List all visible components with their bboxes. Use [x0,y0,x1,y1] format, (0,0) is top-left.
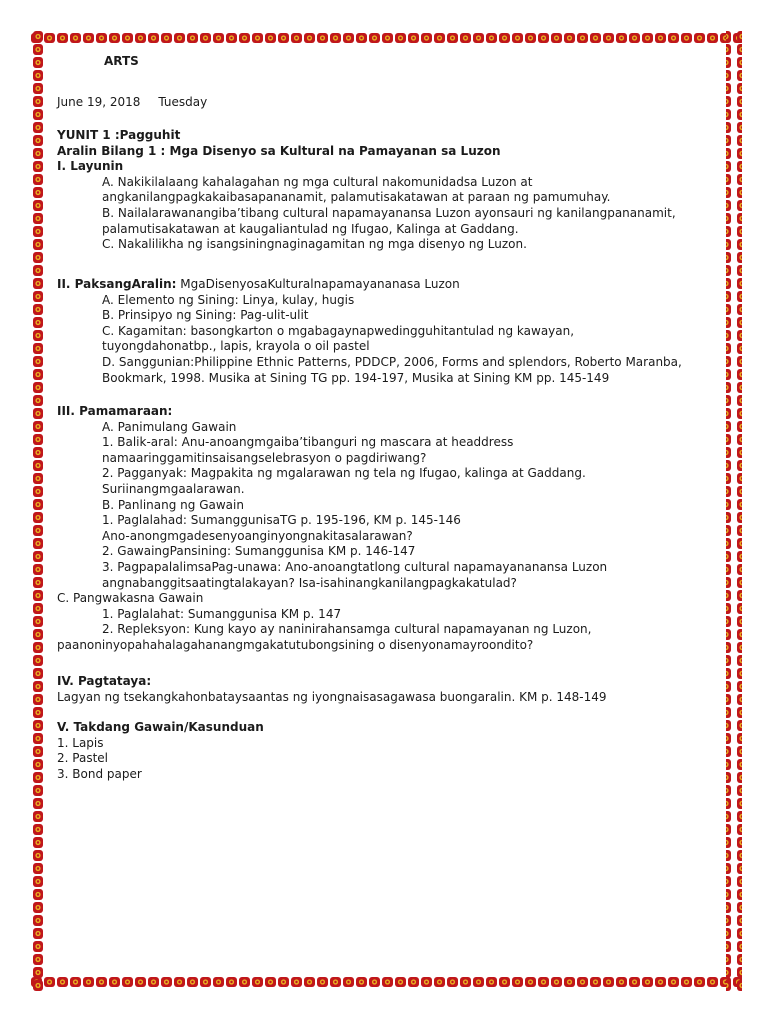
objective-a-line1: A. Nakikilalaang kahalagahan ng mga cultural nakomunidadsa Luzon at [102,174,533,189]
takdang-heading: V. Takdang Gawain/Kasunduan [57,720,264,734]
paksa-c-line1: C. Kagamitan: basongkarton o mgabagaynapwedingguhitantulad ng kawayan, [102,323,575,338]
procedure-b3-line2: angnabanggitsaatingtalakayan? Isa-isahinangkanilangpagkakatulad? [102,575,517,590]
date-line [57,95,225,109]
pagtataya-text: Lagyan ng tsekangkahonbataysaantas ng iyongnaisasagawasa buongaralin. KM p. 148-149 [57,689,607,704]
pagtataya-heading: IV. Pagtataya: [57,674,152,688]
paksa-c-line2: tuyongdahonatbp., lapis, krayola o oil pastel [102,339,370,354]
section-evaluation [57,674,717,705]
paksa-b: B. Prinsipyo ng Sining: Pag-ulit-ulit [102,308,309,323]
objective-c: C. Nakalilikha ng isangsiningnaginagamitan ng mga disenyo ng Luzon. [102,237,527,252]
paksa-heading-label: II. PaksangAralin: [57,277,177,291]
date: June 19, 2018 [57,95,141,109]
unit-heading: YUNIT 1 :Pagguhit [57,128,181,142]
assignment-item: 2. Pastel [57,751,108,766]
procedure-c: C. Pangwakasna Gawain [57,591,204,606]
pamamaraan-heading: III. Pamamaraan: [57,404,173,418]
procedure-c2-line2: paanoninyopahahalagahanangmgakatutubongsining o disenyonamayroondito? [57,637,534,652]
section-subject-matter [57,277,717,386]
lesson-heading: Aralin Bilang 1 : Mga Disenyo sa Kultural na Pamayanan sa Luzon [57,143,501,158]
objective-a-line2: angkanilangpagkakaibasapananamit, palamutisakatawan at paraan ng pamumuhay. [102,190,611,205]
procedure-b2: 2. GawaingPansining: Sumanggunisa KM p. 146-147 [102,544,416,559]
procedure-b3-line1: 3. PagpapalalimsaPag-unawa: Ano-anoangtatlong cultural napamayananansa Luzon [102,559,608,574]
paksa-a: A. Elemento ng Sining: Linya, kulay, hugis [102,292,355,307]
procedure-c2-line1: 2. Repleksyon: Kung kayo ay naninirahansamga cultural napamayanan ng Luzon, [102,622,592,637]
paksa-heading [57,277,717,293]
procedure-a2-line2: Suriinangmgaalarawan. [102,481,245,496]
paksa-d-line1: D. Sanggunian:Philippine Ethnic Patterns, PDDCP, 2006, Forms and splendors, Roberto Maranba, [102,354,682,369]
paksa-d-line2: Bookmark, 1998. Musika at Sining TG pp. 194-197, Musika at Sining KM pp. 145-149 [102,370,610,385]
procedure-b1-line1: 1. Paglalahad: SumanggunisaTG p. 195-196, KM p. 145-146 [102,513,461,528]
layunin-heading: I. Layunin [57,159,124,174]
procedure-b: B. Panlinang ng Gawain [102,497,244,512]
section-assignment [57,720,717,782]
section-procedure [57,404,717,654]
procedure-a1-line2: namaaringgamitinsaisangselebrasyon o pagdiriwang? [102,450,427,465]
procedure-a: A. Panimulang Gawain [102,419,237,434]
objective-b-line1: B. Nailalarawanangiba’tibang cultural napamayanansa Luzon ayonsauri ng kanilangpananamit, [102,205,676,220]
day: Tuesday [158,95,208,109]
paksa-heading-topic: MgaDisenyosaKulturalnapamayananasa Luzon [176,277,460,291]
objective-b-line2: palamutisakatawan at kaugaliantulad ng Ifugao, Kalinga at Gaddang. [102,221,519,236]
procedure-b1-line2: Ano-anongmgadesenyoanginyongnakitasalarawan? [102,528,413,543]
procedure-c1: 1. Paglalahat: Sumanggunisa KM p. 147 [102,606,342,621]
procedure-a2-line1: 2. Pagganyak: Magpakita ng mgalarawan ng tela ng Ifugao, kalinga at Gaddang. [102,466,586,481]
assignment-item: 3. Bond paper [57,766,142,781]
assignment-item: 1. Lapis [57,735,104,750]
section-objectives [57,128,717,253]
page-title: ARTS [104,54,139,68]
procedure-a1-line1: 1. Balik-aral: Anu-anoangmgaiba’tibanguri ng mascara at headdress [102,435,514,450]
